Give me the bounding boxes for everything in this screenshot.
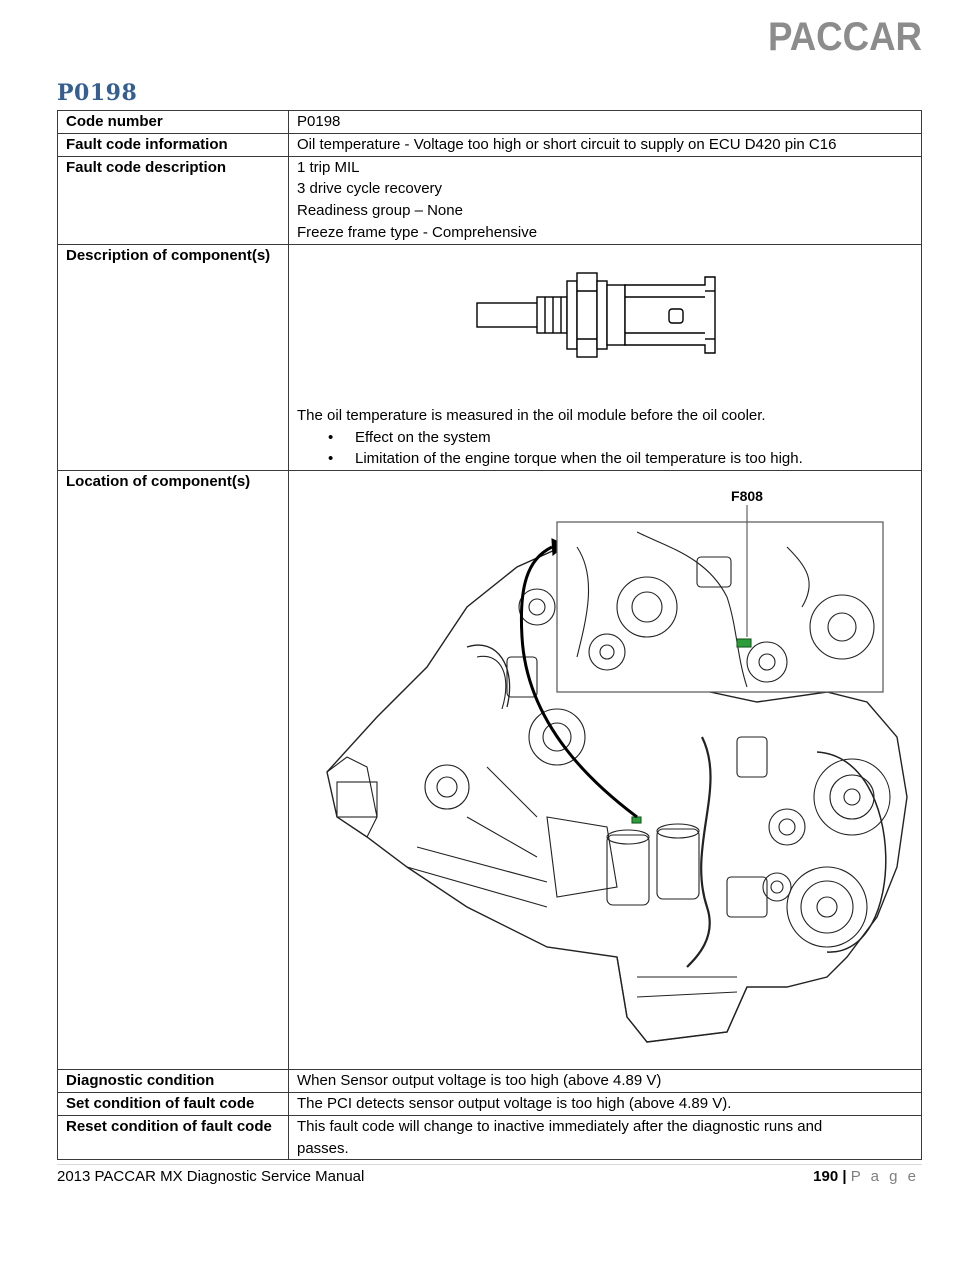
- code-number-value: P0198: [289, 111, 922, 134]
- temperature-sensor-drawing: [471, 271, 721, 367]
- engine-illustration: [297, 471, 913, 1069]
- bullet-glyph: •: [328, 450, 334, 468]
- callout-label: F808: [731, 488, 763, 505]
- page-separator: |: [842, 1168, 847, 1185]
- table-row: [58, 1092, 922, 1115]
- fault-description-value: [289, 156, 922, 244]
- bullet-glyph: •: [328, 428, 334, 446]
- description-line: Freeze frame type - Comprehensive: [297, 223, 538, 241]
- row-label: Location of component(s): [58, 471, 289, 1070]
- row-label: Set condition of fault code: [58, 1092, 289, 1115]
- page-number: 190: [813, 1168, 839, 1185]
- table-row: [58, 133, 922, 156]
- engine-location-drawing: [307, 487, 923, 1062]
- row-label: Fault code description: [58, 156, 289, 244]
- bullet-text: Effect on the system: [355, 428, 491, 446]
- reset-condition-value: [289, 1115, 922, 1160]
- footer-manual-title: 2013 PACCAR MX Diagnostic Service Manual: [57, 1168, 365, 1185]
- description-line: 3 drive cycle recovery: [297, 180, 443, 198]
- footer-page-indicator: [813, 1168, 919, 1185]
- row-label: Reset condition of fault code: [58, 1115, 289, 1160]
- detail-callout-box: [557, 522, 883, 692]
- row-label: Description of component(s): [58, 244, 289, 470]
- reset-line: passes.: [297, 1139, 349, 1157]
- table-row: [58, 111, 922, 134]
- list-item: [297, 448, 913, 470]
- page-title: P0198: [57, 80, 138, 106]
- table-row: [58, 471, 922, 1070]
- row-label: Diagnostic condition: [58, 1070, 289, 1093]
- set-condition-value: The PCI detects sensor output voltage is too high (above 4.89 V).: [289, 1092, 922, 1115]
- paccar-logo: [766, 18, 924, 56]
- paccar-logo-text: PACCAR: [768, 18, 923, 56]
- fault-code-table: [57, 110, 922, 1160]
- row-label: Code number: [58, 111, 289, 134]
- table-row: [58, 1115, 922, 1160]
- description-line: 1 trip MIL: [297, 158, 360, 176]
- row-label: Fault code information: [58, 133, 289, 156]
- oil-temperature-sensor-marker: [632, 817, 641, 823]
- table-row: [58, 1070, 922, 1093]
- bullet-text: Limitation of the engine torque when the oil temperature is too high.: [355, 450, 803, 468]
- fault-info-value: [289, 133, 922, 156]
- oil-temperature-sensor-marker-detail: [737, 639, 751, 647]
- component-description-value: [289, 244, 922, 470]
- description-line: Readiness group – None: [297, 202, 463, 220]
- component-location-value: [289, 471, 922, 1070]
- bullet-list: [297, 427, 913, 471]
- list-item: [297, 427, 913, 449]
- sensor-illustration: [297, 245, 913, 405]
- description-text: The oil temperature is measured in the oil module before the oil cooler.: [297, 406, 766, 424]
- diagnostic-condition-value: When Sensor output voltage is too high (above 4.89 V): [289, 1070, 922, 1093]
- page-word: P a g e: [850, 1168, 919, 1185]
- footer-divider: [57, 1164, 922, 1165]
- fault-info-text: Oil temperature - Voltage too high or short circuit to supply on ECU D420 pin C16: [297, 135, 837, 153]
- table-row: [58, 244, 922, 470]
- table-row: [58, 156, 922, 244]
- reset-line: This fault code will change to inactive immediately after the diagnostic runs and: [297, 1117, 823, 1135]
